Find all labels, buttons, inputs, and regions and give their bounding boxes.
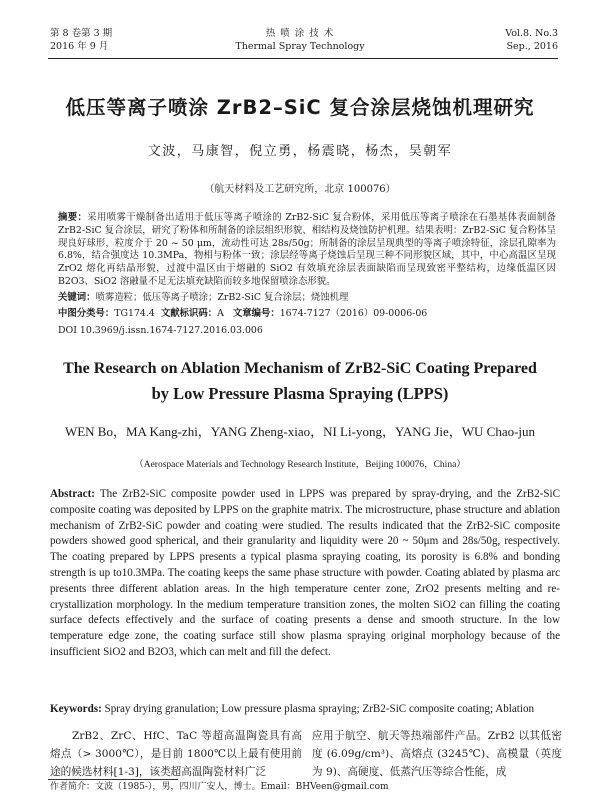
- body-column-left: [50, 728, 302, 781]
- classification-line: [58, 308, 556, 321]
- paper-title-en-line2: by Low Pressure Plasma Spraying (LPPS): [151, 384, 449, 403]
- abstract-cn: [58, 212, 556, 289]
- paper-title-en-line1: The Research on Ablation Mechanism of ZrB2-SiC Coating Prepared: [63, 360, 537, 377]
- abstract-en-text: The ZrB2-SiC composite powder used in LPPS was prepared by spray-drying, and the ZrB2-SiC composite coating was deposited by LPPS on the graphite matrix. The microstructure, phase structure and ablation mechanism of ZrB2-SiC powder and coating were studied. The results indicated that the ZrB2-SiC composite powders showed good spherical, and their granularity and liquidity were 20 ~ 50μm and 28s/50g, respectively. The coating prepared by LPPS presents a typical plasma spraying coating, its porosity is 6.8% and bonding strength is up to10.3MPa. The coating keeps the same phase structure with powder. Coating ablated by plasma arc presents three different ablation areas. In the high temperature center zone, ZrO2 presents melting and re-crystallization morphology. In the medium temperature transition zones, the molten SiO2 can filling the coating surface defects effectively and the surface of coating presents a dense and smooth structure. In the low temperature edge zone, the coating surface still show plasma spraying original morphology because of the insufficient SiO2 and B2O3, which can melt and fill the defect.: [50, 488, 560, 658]
- authors-cn: 文波，马康智，倪立勇，杨震晓，杨杰，吴朝军: [147, 144, 453, 159]
- doc-code: A: [217, 308, 224, 319]
- authors-en: WEN Bo，MA Kang-zhi，YANG Zheng-xiao，NI Li-yong，YANG Jie，WU Chao-jun: [64, 424, 536, 439]
- body-right-text: 应用于航空、航天等热端部件产品。ZrB2 以其低密度 (6.09g/cm³)、高熔点 (3245℃)、高模量（英度为 9)、高硬度、低蒸汽压等综合性能，成: [312, 730, 562, 778]
- affiliation-cn: （航天材料及工艺研究所，北京 100076）: [204, 184, 396, 195]
- journal-name-cn: 热 喷 涂 技 术: [265, 28, 335, 39]
- abstract-cn-label: 摘要：: [58, 212, 88, 223]
- abstract-en: [50, 487, 560, 661]
- abstract-cn-text: 采用喷雾干燥制备出适用于低压等离子喷涂的 ZrB2-SiC 复合粉体，采用低压等离子喷涂在石墨基体表面制备 ZrB2-SiC 复合涂层，研究了粉体和所制备的涂层组织形貌、相结构及烧蚀防护机理。结果表明：ZrB2-SiC 复合粉体呈现良好球形，粒度介于 20 ~ 50 μm，流动性可达 28s/50g；所制备的涂层呈现典型的等离子喷涂特征，涂层孔隙率为 6.8%，结合强度达 10.3MPa，物相与粉体一致；涂层经等离子烧蚀后呈现三种不同形貌区域，其中，中心高温区呈现 ZrO2 熔化再结晶形貌，过渡中温区由于熔融的 SiO2 有效填充涂层表面缺陷而呈现致密平整结构，边缘低温区因 B2O3、SiO2 溶融量不足无法填充缺陷而较多地保留喷涂态形貌。: [58, 212, 556, 287]
- body-left-text: ZrB2、ZrC、HfC、TaC 等超高温陶瓷具有高熔点（> 3000℃），是目前 1800℃以上最有使用前途的候选材料[1-3]，该类超高温陶瓷材料广泛: [50, 730, 302, 778]
- keywords-en: [50, 702, 560, 718]
- doi: DOI 10.3969/j.issn.1674-7127.2016.03.006: [58, 325, 263, 336]
- volume-issue-cn: 第 8 卷第 3 期: [50, 28, 113, 39]
- journal-name-en: Thermal Spray Technology: [235, 41, 365, 52]
- article-no: 1674-7127（2016）09-0006-06: [279, 308, 428, 319]
- keywords-en-label: Keywords:: [50, 703, 102, 715]
- author-footnote: 作者简介：文波（1985-），男，四川广安人，博士。Email：BHVeen@gmail.com: [50, 782, 389, 792]
- header-divider: [48, 58, 558, 59]
- doc-code-label: 文献标识码：: [160, 308, 218, 319]
- article-no-label: 文章编号：: [232, 308, 280, 319]
- keywords-cn-label: 关键词：: [58, 292, 96, 303]
- body-column-right: [312, 728, 562, 781]
- paper-title-en: [0, 356, 600, 406]
- date-cn: 2016 年 9 月: [50, 41, 109, 52]
- clc-label: 中图分类号：: [58, 308, 115, 319]
- running-header-right: [505, 27, 558, 53]
- keywords-cn-text: 喷雾造粒；低压等离子喷涂；ZrB2-SiC 复合涂层；烧蚀机理: [95, 292, 349, 303]
- footnote-divider: [48, 779, 178, 780]
- keywords-cn: [58, 292, 556, 305]
- volume-issue-en: Vol.8. No.3: [505, 28, 558, 39]
- keywords-en-text: Spray drying granulation; Low pressure plasma spraying; ZrB2-SiC composite coating; Ablation: [104, 703, 535, 715]
- abstract-en-label: Abstract:: [50, 488, 95, 500]
- date-en: Sep., 2016: [506, 41, 558, 52]
- affiliation-en: （Aerospace Materials and Technology Research Institute，Beijing 100076，China）: [134, 460, 466, 470]
- clc-code: TG174.4: [114, 308, 155, 319]
- paper-title-cn: 低压等离子喷涂 ZrB2–SiC 复合涂层烧蚀机理研究: [65, 96, 535, 119]
